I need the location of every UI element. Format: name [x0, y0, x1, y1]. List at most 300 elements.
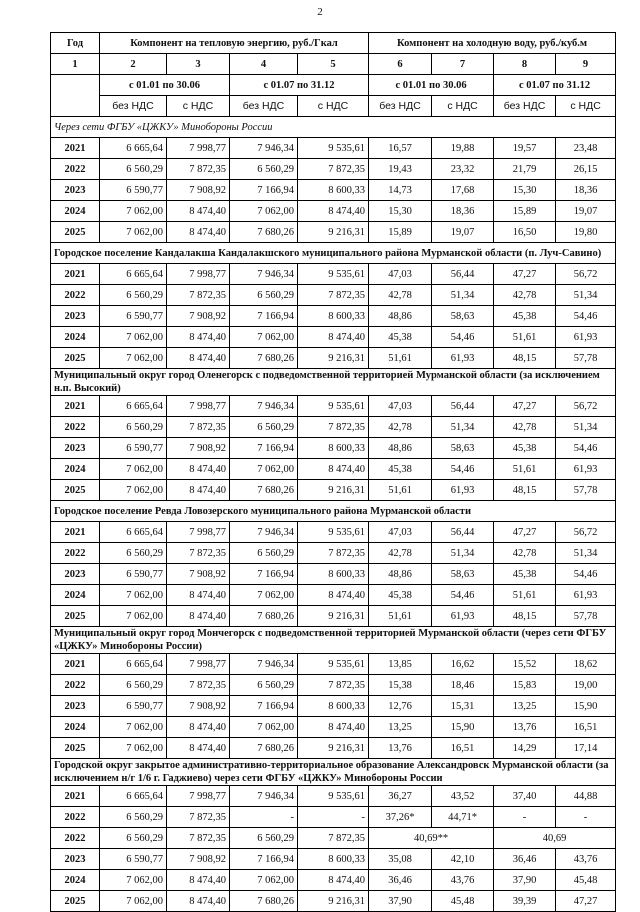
value-cell: 6 590,77 [100, 438, 167, 459]
year-cell: 2021 [51, 654, 100, 675]
value-cell: 19,80 [556, 222, 616, 243]
year-cell: 2023 [51, 180, 100, 201]
value-cell: 36,46 [369, 870, 432, 891]
year-cell: 2022 [51, 828, 100, 849]
value-cell: 8 474,40 [298, 459, 369, 480]
year-cell: 2024 [51, 459, 100, 480]
year-cell: 2024 [51, 585, 100, 606]
value-cell: 48,86 [369, 438, 432, 459]
year-cell: 2021 [51, 786, 100, 807]
value-cell: 8 474,40 [298, 327, 369, 348]
col-number: 4 [230, 54, 298, 75]
value-cell: 7 680,26 [230, 891, 298, 912]
year-cell: 2021 [51, 264, 100, 285]
value-cell: 51,34 [556, 417, 616, 438]
value-cell: 57,78 [556, 606, 616, 627]
year-cell: 2022 [51, 807, 100, 828]
value-cell: 8 474,40 [298, 201, 369, 222]
vat-label: без НДС [494, 96, 556, 117]
table-row [51, 459, 616, 480]
value-cell: 7 166,94 [230, 564, 298, 585]
table-row [51, 585, 616, 606]
value-cell: 45,38 [494, 438, 556, 459]
value-cell: 7 680,26 [230, 348, 298, 369]
value-cell: 58,63 [432, 438, 494, 459]
value-cell: 56,72 [556, 396, 616, 417]
value-cell: 6 560,29 [100, 828, 167, 849]
value-cell: 45,48 [432, 891, 494, 912]
table-row [51, 654, 616, 675]
value-cell: 56,72 [556, 264, 616, 285]
year-cell: 2021 [51, 138, 100, 159]
table-row [51, 717, 616, 738]
vat-label: с НДС [556, 96, 616, 117]
value-cell: 7 166,94 [230, 438, 298, 459]
value-cell: 15,30 [369, 201, 432, 222]
value-cell: 9 216,31 [298, 348, 369, 369]
value-cell: 7 062,00 [100, 738, 167, 759]
value-cell: 54,46 [556, 438, 616, 459]
value-cell: 47,27 [494, 522, 556, 543]
value-cell: 51,61 [369, 606, 432, 627]
year-cell: 2023 [51, 849, 100, 870]
value-cell: 6 560,29 [230, 828, 298, 849]
year-cell: 2025 [51, 222, 100, 243]
table-row [51, 543, 616, 564]
vat-label: без НДС [369, 96, 432, 117]
table-row [51, 807, 616, 828]
value-cell: 42,78 [494, 543, 556, 564]
value-cell: 45,38 [369, 459, 432, 480]
value-cell: 7 062,00 [230, 870, 298, 891]
value-cell: 6 560,29 [100, 807, 167, 828]
value-cell: 9 216,31 [298, 738, 369, 759]
value-cell: 51,61 [369, 480, 432, 501]
year-cell: 2022 [51, 159, 100, 180]
value-cell: 19,57 [494, 138, 556, 159]
value-cell: 6 560,29 [230, 417, 298, 438]
value-cell: 8 600,33 [298, 564, 369, 585]
value-cell: 8 474,40 [167, 738, 230, 759]
table-row [51, 480, 616, 501]
value-cell: 6 590,77 [100, 180, 167, 201]
value-cell: 54,46 [432, 327, 494, 348]
value-cell: 7 946,34 [230, 264, 298, 285]
value-cell: 7 872,35 [167, 285, 230, 306]
value-cell: 47,27 [494, 264, 556, 285]
value-cell: 42,78 [369, 417, 432, 438]
value-cell: 6 665,64 [100, 264, 167, 285]
table-row [51, 891, 616, 912]
value-cell: 6 665,64 [100, 654, 167, 675]
value-cell: 6 590,77 [100, 696, 167, 717]
value-cell: 17,14 [556, 738, 616, 759]
value-cell: 54,46 [432, 585, 494, 606]
value-cell: 48,15 [494, 606, 556, 627]
value-cell: 7 062,00 [230, 717, 298, 738]
section-header-row [51, 501, 616, 522]
section-header-row [51, 369, 616, 396]
value-cell: 7 872,35 [167, 417, 230, 438]
table-row [51, 849, 616, 870]
value-cell: 18,36 [432, 201, 494, 222]
table-row [51, 870, 616, 891]
value-cell: 9 535,61 [298, 786, 369, 807]
value-cell: 7 062,00 [100, 717, 167, 738]
value-cell: 7 062,00 [100, 480, 167, 501]
period-label: с 01.01 по 30.06 [369, 75, 494, 96]
section-title: Городское поселение Кандалакша Кандалакшского муниципального района Мурманской области (п. Луч-Савино) [51, 243, 616, 264]
value-cell: 7 872,35 [167, 828, 230, 849]
value-cell: 7 166,94 [230, 180, 298, 201]
value-cell: 7 872,35 [167, 159, 230, 180]
value-cell: 45,48 [556, 870, 616, 891]
value-cell: 15,52 [494, 654, 556, 675]
col-number: 3 [167, 54, 230, 75]
value-cell: 7 062,00 [100, 585, 167, 606]
value-cell: 7 062,00 [230, 585, 298, 606]
value-cell: 61,93 [432, 480, 494, 501]
value-cell: 7 062,00 [100, 348, 167, 369]
year-cell: 2023 [51, 696, 100, 717]
table-row [51, 786, 616, 807]
value-cell: 19,00 [556, 675, 616, 696]
value-cell: 8 474,40 [167, 222, 230, 243]
value-cell: 7 872,35 [298, 675, 369, 696]
value-cell: 61,93 [556, 585, 616, 606]
col-number: 5 [298, 54, 369, 75]
year-cell: 2024 [51, 717, 100, 738]
col-number: 9 [556, 54, 616, 75]
value-cell: 45,38 [369, 327, 432, 348]
value-cell: 8 474,40 [167, 870, 230, 891]
table-row [51, 675, 616, 696]
section-header-row [51, 243, 616, 264]
value-cell: 8 474,40 [167, 606, 230, 627]
year-cell: 2022 [51, 543, 100, 564]
value-cell: 9 216,31 [298, 222, 369, 243]
year-header-spacer [51, 75, 100, 117]
value-cell: 57,78 [556, 480, 616, 501]
value-cell: 9 535,61 [298, 654, 369, 675]
value-cell: 7 998,77 [167, 396, 230, 417]
value-cell: 7 062,00 [100, 891, 167, 912]
value-cell: 37,90 [369, 891, 432, 912]
value-cell: 9 535,61 [298, 264, 369, 285]
value-cell: 48,15 [494, 480, 556, 501]
value-cell: 6 665,64 [100, 786, 167, 807]
value-cell: 37,40 [494, 786, 556, 807]
value-cell: 7 872,35 [298, 417, 369, 438]
value-cell: 6 560,29 [230, 675, 298, 696]
value-cell: 13,25 [494, 696, 556, 717]
value-cell: 7 998,77 [167, 522, 230, 543]
value-cell: 7 166,94 [230, 696, 298, 717]
year-cell: 2024 [51, 201, 100, 222]
value-cell: 42,10 [432, 849, 494, 870]
value-cell: 8 600,33 [298, 306, 369, 327]
value-cell: 61,93 [556, 327, 616, 348]
value-cell: 15,83 [494, 675, 556, 696]
value-cell: 51,34 [556, 543, 616, 564]
value-cell: 9 535,61 [298, 396, 369, 417]
value-cell: 47,03 [369, 396, 432, 417]
value-cell: 8 474,40 [167, 459, 230, 480]
year-cell: 2024 [51, 870, 100, 891]
value-cell: 47,27 [494, 396, 556, 417]
value-cell: 7 680,26 [230, 738, 298, 759]
section-header-row [51, 627, 616, 654]
section-title: Городской округ закрытое административно-территориальное образование Александровск Мурманской области (за исключением н/г 1/6 г. Гаджиево) через сети ФГБУ «ЦЖКУ» Минобороны России [51, 759, 616, 786]
value-cell: 15,90 [556, 696, 616, 717]
value-cell: 7 908,92 [167, 306, 230, 327]
value-cell: 6 590,77 [100, 306, 167, 327]
value-cell: 47,03 [369, 264, 432, 285]
value-cell: 19,88 [432, 138, 494, 159]
col-number: 2 [100, 54, 167, 75]
value-cell: 23,48 [556, 138, 616, 159]
value-cell: 6 560,29 [230, 285, 298, 306]
value-cell: 23,32 [432, 159, 494, 180]
period-label: с 01.01 по 30.06 [100, 75, 230, 96]
col-number: 6 [369, 54, 432, 75]
value-cell: 54,46 [556, 306, 616, 327]
value-cell: 8 474,40 [167, 585, 230, 606]
value-cell: 19,07 [432, 222, 494, 243]
value-cell: 9 216,31 [298, 480, 369, 501]
value-cell: 48,86 [369, 306, 432, 327]
value-cell: 15,89 [369, 222, 432, 243]
value-cell: 8 474,40 [167, 891, 230, 912]
value-cell: - [556, 807, 616, 828]
table-row [51, 522, 616, 543]
value-cell: 7 062,00 [230, 459, 298, 480]
value-cell: 15,30 [494, 180, 556, 201]
section-header-row [51, 759, 616, 786]
heat-component-header: Компонент на тепловую энергию, руб./Гкал [100, 33, 369, 54]
value-cell: 13,85 [369, 654, 432, 675]
value-cell: 6 590,77 [100, 564, 167, 585]
table-body [51, 117, 616, 912]
table-row [51, 738, 616, 759]
col-number: 1 [51, 54, 100, 75]
value-cell: 7 872,35 [167, 807, 230, 828]
merged-value-cell: 40,69** [369, 828, 494, 849]
value-cell: 6 560,29 [230, 159, 298, 180]
value-cell: 8 474,40 [298, 717, 369, 738]
value-cell: 6 560,29 [100, 675, 167, 696]
value-cell: 7 872,35 [298, 285, 369, 306]
value-cell: 15,38 [369, 675, 432, 696]
value-cell: 7 946,34 [230, 138, 298, 159]
value-cell: - [298, 807, 369, 828]
table-row [51, 396, 616, 417]
value-cell: 51,34 [432, 285, 494, 306]
value-cell: 61,93 [432, 348, 494, 369]
year-cell: 2023 [51, 306, 100, 327]
section-header-row [51, 117, 616, 138]
value-cell: 7 946,34 [230, 522, 298, 543]
value-cell: 7 946,34 [230, 396, 298, 417]
value-cell: 9 216,31 [298, 606, 369, 627]
value-cell: 7 062,00 [230, 327, 298, 348]
col-number: 8 [494, 54, 556, 75]
value-cell: 43,76 [556, 849, 616, 870]
year-cell: 2021 [51, 396, 100, 417]
value-cell: 44,88 [556, 786, 616, 807]
value-cell: 51,34 [432, 543, 494, 564]
value-cell: 6 590,77 [100, 849, 167, 870]
year-cell: 2025 [51, 480, 100, 501]
year-cell: 2022 [51, 417, 100, 438]
value-cell: 43,52 [432, 786, 494, 807]
value-cell: 57,78 [556, 348, 616, 369]
value-cell: 61,93 [432, 606, 494, 627]
table-row [51, 285, 616, 306]
year-cell: 2022 [51, 285, 100, 306]
value-cell: 8 600,33 [298, 849, 369, 870]
value-cell: 7 998,77 [167, 654, 230, 675]
value-cell: 37,26* [369, 807, 432, 828]
value-cell: 16,62 [432, 654, 494, 675]
value-cell: 15,89 [494, 201, 556, 222]
value-cell: 18,62 [556, 654, 616, 675]
value-cell: 7 946,34 [230, 786, 298, 807]
value-cell: 6 665,64 [100, 522, 167, 543]
value-cell: 51,61 [494, 459, 556, 480]
value-cell: 6 665,64 [100, 138, 167, 159]
period-label: с 01.07 по 31.12 [494, 75, 616, 96]
value-cell: 7 062,00 [100, 606, 167, 627]
table-row [51, 438, 616, 459]
value-cell: 6 560,29 [100, 417, 167, 438]
cold-water-component-header: Компонент на холодную воду, руб./куб.м [369, 33, 616, 54]
value-cell: 35,08 [369, 849, 432, 870]
value-cell: 43,76 [432, 870, 494, 891]
value-cell: 7 166,94 [230, 306, 298, 327]
value-cell: 13,76 [369, 738, 432, 759]
value-cell: 14,73 [369, 180, 432, 201]
value-cell: 58,63 [432, 564, 494, 585]
value-cell: 44,71* [432, 807, 494, 828]
value-cell: 13,76 [494, 717, 556, 738]
value-cell: 7 872,35 [167, 675, 230, 696]
table-row [51, 264, 616, 285]
value-cell: 21,79 [494, 159, 556, 180]
value-cell: 6 560,29 [100, 159, 167, 180]
value-cell: 56,72 [556, 522, 616, 543]
value-cell: 7 908,92 [167, 180, 230, 201]
value-cell: 51,61 [494, 585, 556, 606]
value-cell: 54,46 [556, 564, 616, 585]
value-cell: 51,61 [494, 327, 556, 348]
value-cell: 45,38 [369, 585, 432, 606]
vat-label: с НДС [432, 96, 494, 117]
value-cell: 7 062,00 [100, 327, 167, 348]
merged-value-cell: 40,69 [494, 828, 616, 849]
vat-label: без НДС [230, 96, 298, 117]
year-cell: 2025 [51, 606, 100, 627]
year-cell: 2025 [51, 738, 100, 759]
section-title: Через сети ФГБУ «ЦЖКУ» Минобороны России [51, 117, 616, 138]
value-cell: 7 062,00 [230, 201, 298, 222]
value-cell: 42,78 [494, 417, 556, 438]
value-cell: 8 474,40 [167, 201, 230, 222]
table-row [51, 159, 616, 180]
value-cell: 8 600,33 [298, 696, 369, 717]
table-row [51, 417, 616, 438]
value-cell: 45,38 [494, 306, 556, 327]
table-row [51, 606, 616, 627]
value-cell: 8 474,40 [298, 870, 369, 891]
tariff-table [50, 32, 616, 912]
table-row [51, 348, 616, 369]
value-cell: 51,34 [556, 285, 616, 306]
table-row [51, 180, 616, 201]
value-cell: - [230, 807, 298, 828]
value-cell: 39,39 [494, 891, 556, 912]
value-cell: 42,78 [494, 285, 556, 306]
value-cell: 7 872,35 [298, 828, 369, 849]
value-cell: 7 680,26 [230, 222, 298, 243]
value-cell: 6 665,64 [100, 396, 167, 417]
value-cell: 16,51 [432, 738, 494, 759]
value-cell: 6 560,29 [100, 285, 167, 306]
value-cell: 7 946,34 [230, 654, 298, 675]
value-cell: 9 535,61 [298, 522, 369, 543]
table-row [51, 201, 616, 222]
value-cell: 13,25 [369, 717, 432, 738]
year-cell: 2023 [51, 438, 100, 459]
page-number: 2 [317, 6, 323, 18]
value-cell: 7 166,94 [230, 849, 298, 870]
year-cell: 2024 [51, 327, 100, 348]
value-cell: 61,93 [556, 459, 616, 480]
value-cell: 8 474,40 [167, 348, 230, 369]
value-cell: 9 216,31 [298, 891, 369, 912]
value-cell: 7 908,92 [167, 438, 230, 459]
value-cell: 7 908,92 [167, 696, 230, 717]
value-cell: 45,38 [494, 564, 556, 585]
value-cell: 51,34 [432, 417, 494, 438]
value-cell: 8 474,40 [167, 327, 230, 348]
vat-label: без НДС [100, 96, 167, 117]
value-cell: 14,29 [494, 738, 556, 759]
value-cell: 7 908,92 [167, 564, 230, 585]
value-cell: 7 680,26 [230, 480, 298, 501]
value-cell: 26,15 [556, 159, 616, 180]
value-cell: 7 872,35 [298, 159, 369, 180]
value-cell: 7 062,00 [100, 459, 167, 480]
value-cell: 36,46 [494, 849, 556, 870]
value-cell: 16,51 [556, 717, 616, 738]
value-cell: 7 680,26 [230, 606, 298, 627]
value-cell: 47,27 [556, 891, 616, 912]
vat-label: с НДС [167, 96, 230, 117]
year-cell: 2025 [51, 891, 100, 912]
value-cell: 48,86 [369, 564, 432, 585]
section-title: Муниципальный округ город Мончегорск с подведомственной территорией Мурманской области (через сети ФГБУ «ЦЖКУ» Минобороны России) [51, 627, 616, 654]
vat-label: с НДС [298, 96, 369, 117]
value-cell: 36,27 [369, 786, 432, 807]
period-label: с 01.07 по 31.12 [230, 75, 369, 96]
value-cell: 8 600,33 [298, 180, 369, 201]
value-cell: 15,31 [432, 696, 494, 717]
value-cell: 18,36 [556, 180, 616, 201]
section-title: Муниципальный округ город Оленегорск с подведомственной территорией Мурманской области (за исключением н.п. Высокий) [51, 369, 616, 396]
value-cell: 19,43 [369, 159, 432, 180]
value-cell: 12,76 [369, 696, 432, 717]
